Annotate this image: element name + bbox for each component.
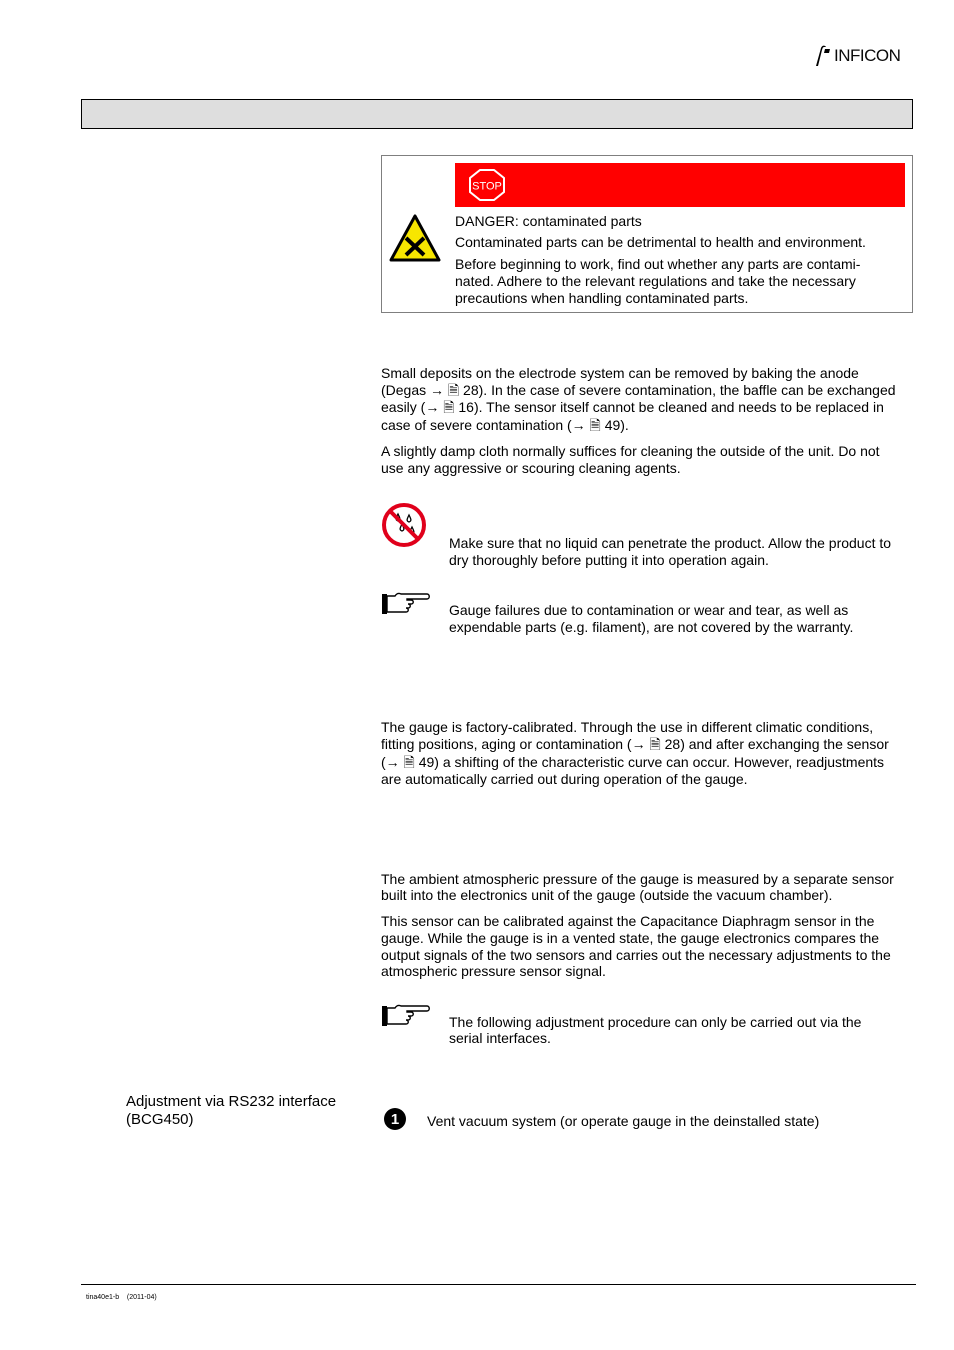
atmosphere-p2-line3: output signals of the two sensors and carries out the necessary adjustments to the (381, 947, 891, 963)
footer-doc-id (86, 1294, 157, 1301)
no-liquid-prohibition-icon (381, 502, 427, 548)
cleaning-p1-line4: case of severe contamination (→ 🗎 49). (381, 417, 629, 433)
section-header-bar (81, 99, 913, 129)
atmosphere-p2-line2: gauge. While the gauge is in a vented state, the gauge electronics compares the (381, 930, 880, 946)
calibration-line2: fitting positions, aging or contamination (→ 🗎 28) and after exchanging the sensor (381, 736, 889, 752)
atmosphere-p2-line4: atmospheric pressure sensor signal. (381, 963, 606, 979)
note2-line1: The following adjustment procedure can only be carried out via the (449, 1014, 862, 1030)
adjustment-label-line2: (BCG450) (126, 1111, 194, 1128)
inficon-logo-icon (812, 44, 834, 68)
footer-rule (81, 1284, 916, 1285)
cleaning-p1-line3: easily (→ 🗎 16). The sensor itself cannot be cleaned and needs to be replaced in (381, 399, 884, 415)
atmosphere-p1-line2: built into the electronics unit of the gauge (outside the vacuum chamber). (381, 887, 833, 903)
note2-line2: serial interfaces. (449, 1030, 551, 1046)
danger-line2c: precautions when handling contaminated parts. (455, 290, 749, 306)
danger-title: DANGER: contaminated parts (455, 213, 642, 229)
adjustment-label-line1: Adjustment via RS232 interface (126, 1093, 337, 1110)
step1-text: Vent vacuum system (or operate gauge in the deinstalled state) (427, 1113, 820, 1129)
harmful-substance-hazard-icon (389, 214, 441, 262)
footer-date: (2011-04) (126, 1294, 157, 1301)
footer-doc-number: tina40e1-b (86, 1294, 120, 1301)
pointing-hand-note-icon (381, 1004, 431, 1028)
cleaning-p2-line1: A slightly damp cloth normally suffices for cleaning the outside of the unit. Do not (381, 443, 880, 459)
danger-red-strip (455, 163, 905, 207)
danger-line2b: nated. Adhere to the relevant regulations and take the necessary (455, 273, 856, 289)
cleaning-p2-line2: use any aggressive or scouring cleaning agents. (381, 460, 681, 476)
stop-sign-icon (469, 169, 505, 201)
cleaning-p1-line2: (Degas → 🗎 28). In the case of severe contamination, the baffle can be exchanged (381, 382, 896, 398)
calibration-line1: The gauge is factory-calibrated. Through the use in different climatic conditions, (381, 719, 874, 735)
cleaning-p1-line1: Small deposits on the electrode system can be removed by baking the anode (381, 365, 859, 381)
caution-line2: dry thoroughly before putting it into operation again. (449, 552, 769, 568)
inficon-logo (812, 44, 900, 68)
stop-sign-label: STOP (472, 180, 502, 193)
step-number-badge: 1 (384, 1108, 406, 1130)
atmosphere-p1-line1: The ambient atmospheric pressure of the gauge is measured by a separate sensor (381, 871, 894, 887)
calibration-line3: (→ 🗎 49) a shifting of the characteristic curve can occur. However, readjustments (381, 754, 885, 770)
caution-line1: Make sure that no liquid can penetrate the product. Allow the product to (449, 535, 892, 551)
calibration-line4: are automatically carried out during operation of the gauge. (381, 771, 748, 787)
note1-line2: expendable parts (e.g. filament), are not covered by the warranty. (449, 619, 854, 635)
atmosphere-p2-line1: This sensor can be calibrated against the Capacitance Diaphragm sensor in the (381, 913, 875, 929)
note1-line1: Gauge failures due to contamination or wear and tear, as well as (449, 602, 849, 618)
pointing-hand-note-icon (381, 592, 431, 616)
danger-line1: Contaminated parts can be detrimental to health and environment. (455, 234, 866, 250)
adjustment-side-label (126, 1093, 366, 1129)
danger-line2a: Before beginning to work, find out whether any parts are contami- (455, 256, 861, 272)
logo-text: INFICON (834, 46, 901, 65)
